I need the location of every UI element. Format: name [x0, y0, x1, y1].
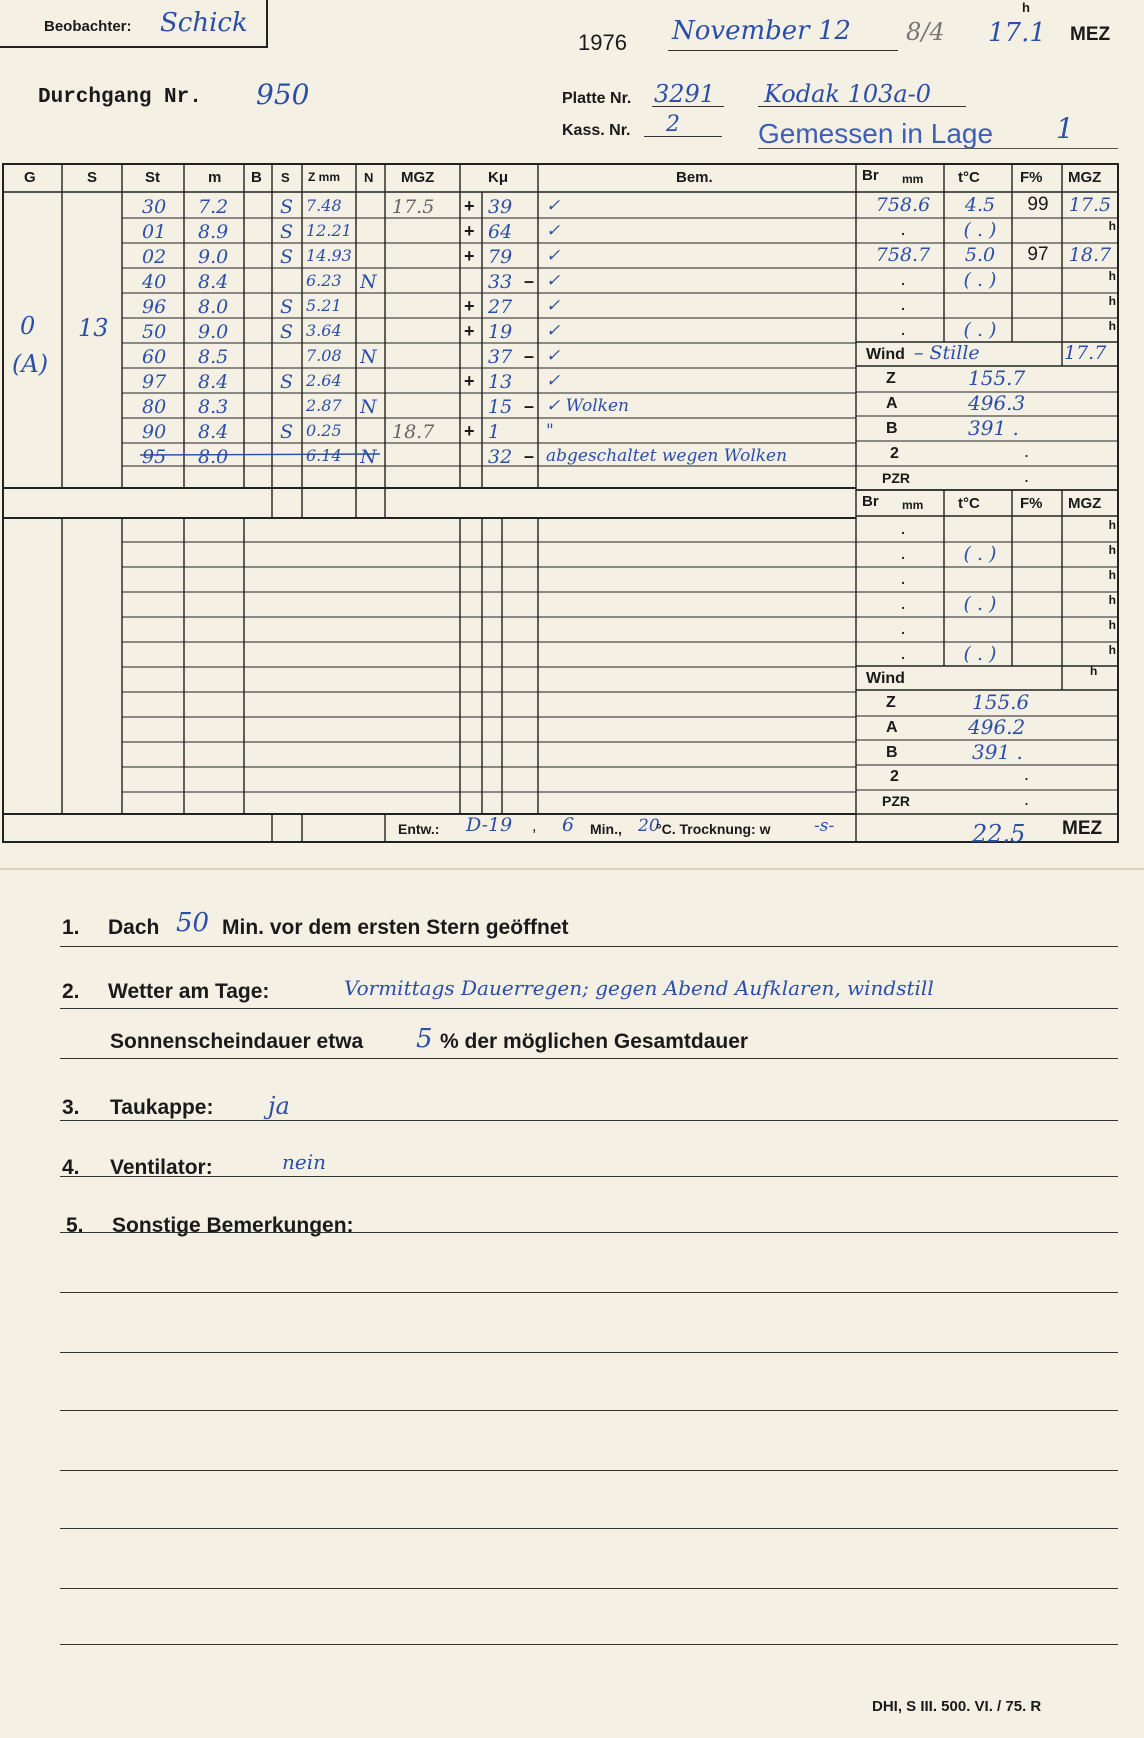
blank-line-6 — [60, 1588, 1118, 1589]
col-header-mgz: MGZ — [401, 169, 435, 186]
cell-s: S — [280, 196, 294, 218]
w1-two-label: 2 — [890, 445, 899, 462]
cell-bem: ✓ — [546, 271, 561, 291]
cell-m: 8.4 — [198, 371, 229, 393]
w1-rows-cell-mgz: h — [1108, 219, 1116, 233]
w1-header-mgz: MGZ — [1068, 169, 1102, 186]
cell-sign: + — [464, 221, 475, 241]
w1-header-t: t°C — [958, 169, 980, 186]
cell-mark: – — [524, 271, 535, 291]
end-time: 22.5 — [972, 820, 1026, 848]
w2-rows-cell-br: . — [900, 643, 906, 664]
cell-k: 27 — [488, 296, 513, 318]
transit-label: Durchgang Nr. — [38, 86, 202, 109]
min-label: Min., — [590, 821, 622, 837]
cell-n: N — [360, 271, 377, 293]
note3-label: Taukappe: — [110, 1096, 214, 1119]
s-value: 13 — [78, 314, 109, 342]
blank-line-2 — [60, 1352, 1118, 1353]
cell-n: N — [360, 346, 377, 368]
cell-m: 8.0 — [198, 296, 229, 318]
w1-rows-cell-t: 4.5 — [964, 194, 996, 216]
cell-st: 95 — [142, 446, 167, 468]
w2-pzr-value: . — [1024, 789, 1030, 809]
cell-sign: + — [464, 321, 475, 341]
cell-sign: + — [464, 421, 475, 441]
w2-header-f: F% — [1020, 495, 1043, 512]
w1-rows-cell-br: . — [900, 319, 906, 340]
col-header-m: m — [208, 169, 222, 186]
w2-wind-mgz: h — [1090, 664, 1098, 678]
w2-rows-cell-br: . — [900, 593, 906, 614]
w1-wind-label: Wind — [866, 346, 905, 363]
time-value: 17.1 — [988, 18, 1046, 48]
cell-st: 50 — [142, 321, 167, 343]
w1-rows-cell-f: 99 — [1027, 194, 1049, 215]
observer-label: Beobachter: — [44, 18, 132, 35]
col-header-n: N — [364, 170, 374, 185]
w1-rows-cell-br: 758.7 — [875, 244, 931, 266]
cell-mark: – — [524, 346, 535, 366]
w2-pzr-label: PZR — [882, 793, 910, 809]
year: 1976 — [578, 30, 627, 55]
sun-label-a: Sonnenscheindauer etwa — [110, 1030, 364, 1053]
w1-rows-cell-br: . — [900, 219, 906, 240]
w2-header-t: t°C — [958, 495, 980, 512]
w1-wind-mgz: 17.7 — [1064, 342, 1107, 364]
cell-bem: " — [546, 421, 554, 441]
w2-header-mgz: MGZ — [1068, 495, 1102, 512]
w2-header-br: Br — [862, 493, 879, 510]
trocknung-value: -s- — [814, 816, 835, 836]
w1-rows-cell-mgz: h — [1108, 294, 1116, 308]
cell-bem: abgeschaltet wegen Wolken — [546, 446, 788, 466]
cell-k: 1 — [488, 421, 501, 443]
entw-comma: , — [532, 818, 537, 835]
cell-z: 14.93 — [306, 246, 352, 265]
w1-wind-value: – Stille — [914, 342, 980, 364]
cell-n: N — [360, 446, 377, 468]
cell-m: 9.0 — [198, 321, 229, 343]
cell-bem: ✓ — [546, 246, 561, 266]
cell-k: 33 — [488, 271, 513, 293]
w2-rows-cell-mgz: h — [1108, 643, 1116, 657]
entw-value: D-19 — [466, 814, 513, 836]
min-value: 6 — [562, 814, 575, 836]
form-code: DHI, S III. 500. VI. / 75. R — [872, 1698, 1042, 1715]
cassette-value: 2 — [666, 112, 680, 137]
note2-line — [60, 1008, 1118, 1009]
col-header-s: S — [87, 169, 98, 186]
w1-header-f: F% — [1020, 169, 1043, 186]
transit-value: 950 — [256, 78, 310, 111]
w1-header-br: Br — [862, 167, 879, 184]
note1-label-b: Min. vor dem ersten Stern geöffnet — [222, 916, 569, 939]
cell-s: S — [280, 296, 294, 318]
plate-type: Kodak 103a-0 — [764, 80, 932, 108]
temp-label: °C. Trocknung: w — [656, 821, 771, 837]
w1-pzr-label: PZR — [882, 470, 910, 486]
col-header-bem: Bem. — [676, 169, 713, 186]
cell-m: 8.3 — [198, 396, 229, 418]
w2-rows-cell-br: . — [900, 618, 906, 639]
col-header-kmu: Kμ — [488, 169, 509, 186]
note1-line — [60, 946, 1118, 947]
cell-m: 8.0 — [198, 446, 229, 468]
plate-label: Platte Nr. — [562, 90, 632, 107]
entw-label: Entw.: — [398, 821, 440, 837]
cell-mgz: 17.5 — [392, 196, 435, 218]
w1-pzr-value: . — [1024, 466, 1030, 486]
col-header-st: St — [145, 169, 160, 186]
w2-rows-cell-t: ( . ) — [963, 593, 997, 615]
blank-line-4 — [60, 1470, 1118, 1471]
w2-rows-cell-mgz: h — [1108, 518, 1116, 532]
cell-s: S — [280, 321, 294, 343]
g-value: 0 — [20, 312, 36, 340]
cell-m: 8.5 — [198, 346, 229, 368]
w2-rows-cell-br: . — [900, 568, 906, 589]
note3-value: ja — [268, 1092, 290, 1120]
w1-rows-cell-t: ( . ) — [963, 269, 997, 291]
w1-a-label: A — [886, 395, 898, 412]
sun-line — [60, 1058, 1118, 1059]
w2-two-label: 2 — [890, 768, 899, 785]
cell-m: 8.9 — [198, 221, 229, 243]
w2-b-label: B — [886, 744, 898, 761]
w1-header-mm: mm — [902, 172, 924, 186]
cell-k: 64 — [488, 221, 513, 243]
date-value: November 12 — [672, 16, 851, 46]
note5-line — [60, 1232, 1118, 1233]
cell-z: 6.14 — [306, 446, 342, 465]
cell-n: N — [360, 396, 377, 418]
w1-z-value: 155.7 — [968, 366, 1026, 390]
blank-line-1 — [60, 1292, 1118, 1293]
cell-z: 2.87 — [306, 396, 342, 415]
cell-z: 0.25 — [306, 421, 342, 440]
w2-rows-cell-br: . — [900, 518, 906, 539]
cell-z: 2.64 — [306, 371, 342, 390]
w1-a-value: 496.3 — [968, 391, 1026, 415]
measured-value: 1 — [1056, 112, 1074, 145]
cell-s: S — [280, 421, 294, 443]
measured-label: Gemessen in Lage — [758, 118, 994, 149]
cell-m: 9.0 — [198, 246, 229, 268]
w2-two-value: . — [1024, 764, 1030, 784]
col-header-b: B — [251, 169, 262, 186]
cell-st: 60 — [142, 346, 167, 368]
w2-z-label: Z — [886, 694, 896, 711]
cell-z: 6.23 — [306, 271, 342, 290]
w1-rows-cell-t: ( . ) — [963, 319, 997, 341]
cell-st: 01 — [142, 221, 167, 243]
cell-st: 40 — [142, 271, 167, 293]
note2-value: Vormittags Dauerregen; gegen Abend Aufklaren, windstill — [344, 976, 934, 1000]
cell-k: 79 — [488, 246, 513, 268]
w1-rows-cell-br: . — [900, 294, 906, 315]
cell-k: 13 — [488, 371, 513, 393]
cassette-label: Kass. Nr. — [562, 122, 631, 139]
col-header-zmm: Z mm — [308, 170, 341, 184]
sun-label-b: % der möglichen Gesamtdauer — [440, 1030, 749, 1053]
cell-m: 8.4 — [198, 421, 229, 443]
cell-st: 80 — [142, 396, 167, 418]
note4-value: nein — [282, 1150, 326, 1174]
w1-rows-cell-f: 97 — [1027, 244, 1049, 265]
cell-mark: – — [524, 396, 535, 416]
cell-st: 02 — [142, 246, 167, 268]
w1-b-value: 391 . — [968, 416, 1019, 440]
g-value-2: (A) — [12, 350, 49, 378]
cell-z: 7.08 — [306, 346, 342, 365]
note2-label: Wetter am Tage: — [108, 980, 270, 1003]
w1-rows-cell-t: 5.0 — [964, 244, 996, 266]
w1-rows-cell-mgz: h — [1108, 269, 1116, 283]
cell-bem: ✓ — [546, 221, 561, 241]
note5-num: 5. — [66, 1214, 84, 1237]
w2-rows-cell-mgz: h — [1108, 568, 1116, 582]
cell-sign: + — [464, 371, 475, 391]
cell-z: 12.21 — [306, 221, 352, 240]
w1-rows-cell-br: . — [900, 269, 906, 290]
fraction-value: 8/4 — [906, 18, 945, 46]
cell-st: 30 — [142, 196, 167, 218]
cell-bem: ✓ — [546, 346, 561, 366]
note3-line — [60, 1120, 1118, 1121]
w2-a-value: 496.2 — [968, 715, 1026, 739]
cell-z: 7.48 — [306, 196, 342, 215]
w1-rows-cell-t: ( . ) — [963, 219, 997, 241]
note5-label: Sonstige Bemerkungen: — [112, 1214, 354, 1237]
note4-num: 4. — [62, 1156, 80, 1179]
temp-value: 20 — [638, 816, 660, 836]
cell-mgz: 18.7 — [392, 421, 435, 443]
time-sup: h — [1022, 0, 1030, 15]
w2-a-label: A — [886, 719, 898, 736]
cell-k: 39 — [488, 196, 513, 218]
w1-two-value: . — [1024, 441, 1030, 461]
w1-rows-cell-mgz: 17.5 — [1068, 194, 1112, 216]
w2-z-value: 155.6 — [972, 690, 1030, 714]
cell-sign: + — [464, 296, 475, 316]
w2-rows-cell-br: . — [900, 543, 906, 564]
w2-rows-cell-t: ( . ) — [963, 643, 997, 665]
note4-label: Ventilator: — [110, 1156, 213, 1179]
plate-value: 3291 — [654, 80, 716, 108]
timezone: MEZ — [1070, 24, 1111, 45]
blank-line-5 — [60, 1528, 1118, 1529]
cell-k: 19 — [488, 321, 513, 343]
w2-rows-cell-t: ( . ) — [963, 543, 997, 565]
cell-st: 96 — [142, 296, 167, 318]
cell-s: S — [280, 221, 294, 243]
cell-bem: ✓ — [546, 296, 561, 316]
cell-bem: ✓ — [546, 196, 561, 216]
cell-k: 37 — [488, 346, 513, 368]
note4-line — [60, 1176, 1118, 1177]
cell-z: 3.64 — [306, 321, 342, 340]
w2-b-value: 391 . — [972, 740, 1023, 764]
col-header-s2: S — [281, 170, 290, 185]
cell-s: S — [280, 246, 294, 268]
w1-b-label: B — [886, 420, 898, 437]
note3-num: 3. — [62, 1096, 80, 1119]
w2-rows-cell-mgz: h — [1108, 593, 1116, 607]
cell-st: 90 — [142, 421, 167, 443]
w2-wind-label: Wind — [866, 670, 905, 687]
note1-label-a: Dach — [108, 916, 160, 939]
cell-k: 15 — [488, 396, 513, 418]
cell-st: 97 — [142, 371, 167, 393]
cell-bem: ✓ Wolken — [546, 396, 629, 416]
w2-header-mm: mm — [902, 498, 924, 512]
cell-mark: – — [524, 446, 535, 466]
w1-z-label: Z — [886, 370, 896, 387]
w2-rows-cell-mgz: h — [1108, 618, 1116, 632]
cell-sign: + — [464, 246, 475, 266]
w1-rows-cell-mgz: h — [1108, 319, 1116, 333]
note2-num: 2. — [62, 980, 80, 1003]
cell-z: 5.21 — [306, 296, 342, 315]
w1-rows-cell-mgz: 18.7 — [1068, 244, 1112, 266]
end-tz: MEZ — [1062, 818, 1103, 839]
blank-line-7 — [60, 1644, 1118, 1645]
note1-value: 50 — [176, 908, 210, 938]
paper-seam — [0, 868, 1144, 870]
cell-sign: + — [464, 196, 475, 216]
cell-s: S — [280, 371, 294, 393]
col-header-g: G — [24, 169, 36, 186]
sun-value: 5 — [416, 1024, 433, 1054]
observer-value: Schick — [160, 8, 248, 38]
cell-bem: ✓ — [546, 371, 561, 391]
cell-bem: ✓ — [546, 321, 561, 341]
blank-line-3 — [60, 1410, 1118, 1411]
cell-m: 8.4 — [198, 271, 229, 293]
cell-m: 7.2 — [198, 196, 229, 218]
cell-k: 32 — [488, 446, 513, 468]
note1-num: 1. — [62, 916, 80, 939]
w2-rows-cell-mgz: h — [1108, 543, 1116, 557]
w1-rows-cell-br: 758.6 — [875, 194, 931, 216]
